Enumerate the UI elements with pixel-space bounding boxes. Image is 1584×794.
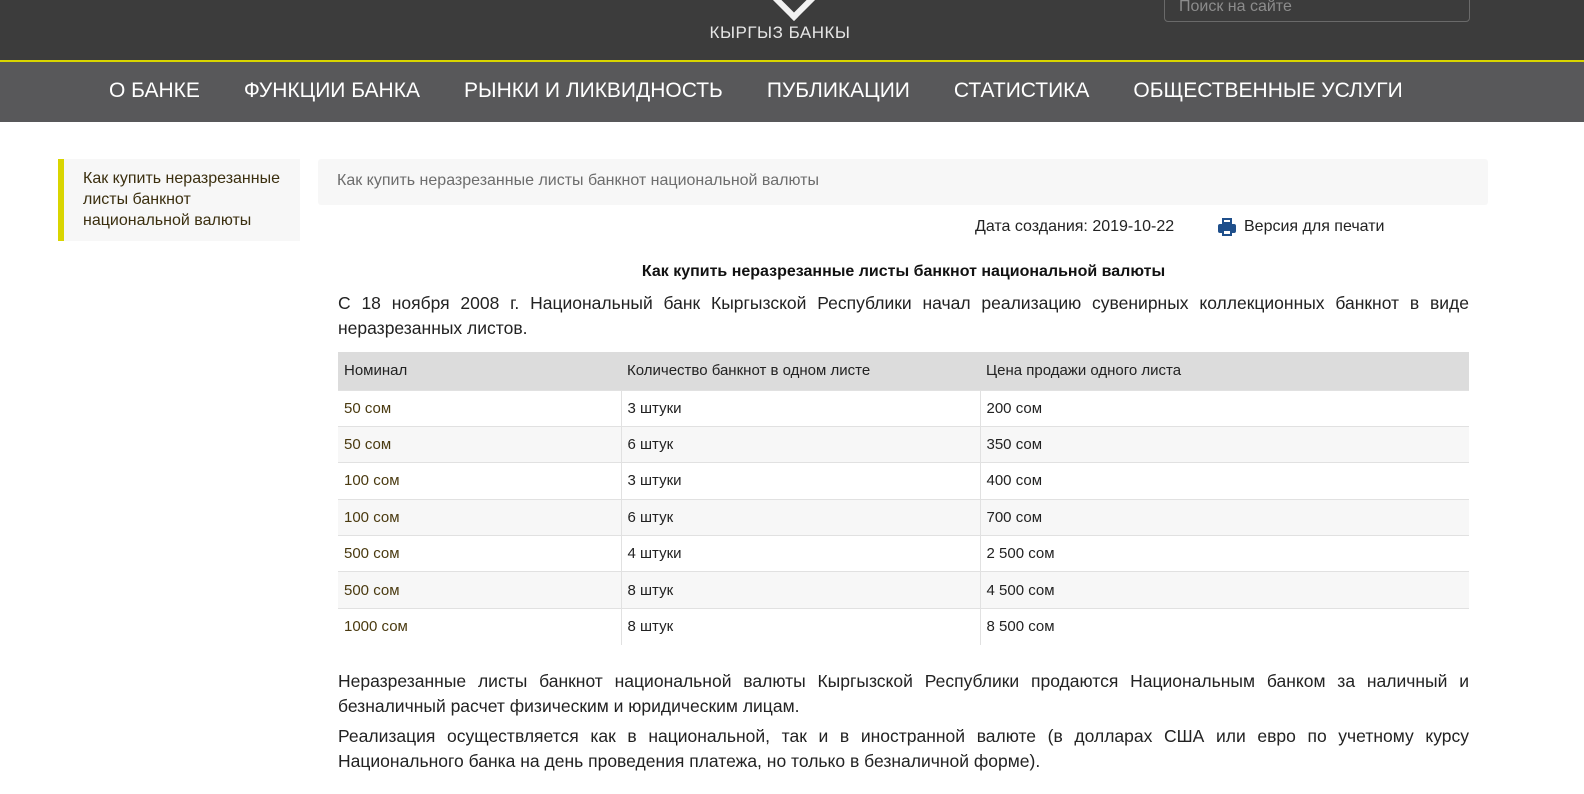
- article-title: Как купить неразрезанные листы банкнот национальной валюты: [641, 263, 1166, 280]
- printer-icon[interactable]: [1218, 218, 1236, 236]
- cell-quantity: 6 штук: [621, 499, 980, 535]
- cell-nominal: 100 сом: [338, 499, 621, 535]
- table-row: [338, 390, 1469, 426]
- cell-price: 400 сом: [980, 463, 1469, 499]
- column-header-nominal: Номинал: [338, 352, 621, 390]
- article-paragraph-currency: Реализация осуществляется как в национальной, так и в иностранной валюте (в долларах США или евро по учетному курсу Национального банка на день проведения платежа, но только в безналичной форме).: [338, 726, 1469, 771]
- cell-price: 700 сом: [980, 499, 1469, 535]
- cell-nominal: 500 сом: [338, 572, 621, 608]
- cell-price: 4 500 сом: [980, 572, 1469, 608]
- cell-price: 2 500 сом: [980, 536, 1469, 572]
- sidebar-item-unc-sheets[interactable]: Как купить неразрезанные листы банкнот национальной валюты: [83, 170, 280, 229]
- column-header-price: Цена продажи одного листа: [980, 352, 1469, 390]
- cell-quantity: 3 штуки: [621, 390, 980, 426]
- article-intro: С 18 ноября 2008 г. Национальный банк Кыргызской Республики начал реализацию сувенирных коллекционных банкнот в виде неразрезанных листов.: [338, 293, 1469, 338]
- table-row: [338, 608, 1469, 644]
- cell-nominal: 50 сом: [338, 390, 621, 426]
- site-header: [0, 0, 1584, 60]
- cell-quantity: 8 штук: [621, 572, 980, 608]
- creation-date: Дата создания: 2019-10-22: [975, 218, 1175, 235]
- cell-quantity: 6 штук: [621, 426, 980, 462]
- cell-price: 8 500 сом: [980, 608, 1469, 644]
- nav-item-about[interactable]: О БАНКЕ: [109, 79, 200, 102]
- table-row: [338, 463, 1469, 499]
- article-paragraph-sales: Неразрезанные листы банкнот национальной валюты Кыргызской Республики продаются Национальным банком за наличный и безналичный расчет физическим и юридическим лицам.: [338, 671, 1469, 716]
- nav-item-statistics[interactable]: СТАТИСТИКА: [953, 79, 1090, 102]
- print-version-link[interactable]: [1218, 218, 1384, 236]
- cell-price: 350 сом: [980, 426, 1469, 462]
- cell-quantity: 4 штуки: [621, 536, 980, 572]
- column-header-quantity: Количество банкнот в одном листе: [621, 352, 980, 390]
- table-row: [338, 536, 1469, 572]
- logo-text[interactable]: КЫРГЫЗ БАНКЫ: [709, 23, 851, 42]
- sidebar: [58, 159, 300, 241]
- cell-nominal: 50 сом: [338, 426, 621, 462]
- logo-icon[interactable]: [770, 0, 818, 21]
- cell-nominal: 100 сом: [338, 463, 621, 499]
- cell-nominal: 500 сом: [338, 536, 621, 572]
- search-input[interactable]: [1164, 0, 1470, 22]
- breadcrumb: Как купить неразрезанные листы банкнот национальной валюты: [318, 159, 1488, 205]
- table-header-row: [338, 352, 1469, 390]
- nav-item-functions[interactable]: ФУНКЦИИ БАНКА: [243, 79, 420, 102]
- price-table: [338, 352, 1469, 645]
- cell-quantity: 8 штук: [621, 608, 980, 644]
- table-row: [338, 572, 1469, 608]
- nav-item-public-services[interactable]: ОБЩЕСТВЕННЫЕ УСЛУГИ: [1133, 79, 1403, 102]
- main-nav: [0, 60, 1584, 122]
- cell-nominal: 1000 сом: [338, 608, 621, 644]
- print-version-label[interactable]: Версия для печати: [1244, 218, 1385, 235]
- nav-item-markets[interactable]: РЫНКИ И ЛИКВИДНОСТЬ: [463, 79, 723, 102]
- cell-price: 200 сом: [980, 390, 1469, 426]
- table-row: [338, 499, 1469, 535]
- nav-item-publications[interactable]: ПУБЛИКАЦИИ: [766, 79, 910, 102]
- table-row: [338, 426, 1469, 462]
- cell-quantity: 3 штуки: [621, 463, 980, 499]
